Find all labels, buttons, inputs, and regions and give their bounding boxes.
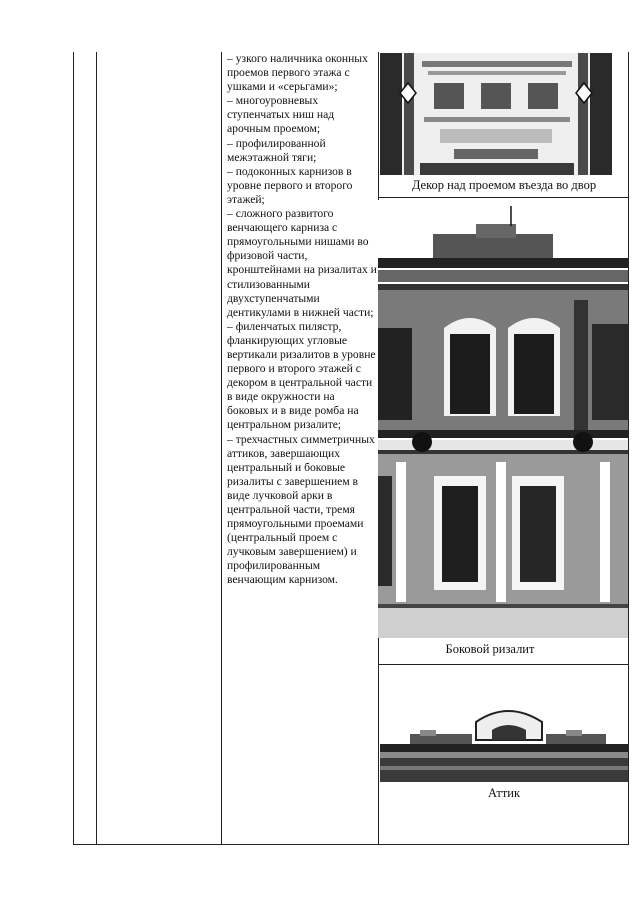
table-left-border	[73, 52, 74, 845]
table-right-border	[628, 52, 629, 845]
caption-side-risalit: Боковой ризалит	[445, 642, 535, 656]
photo-attic	[380, 700, 628, 782]
list-item: – трехчастных симметричных аттиков, завершающих центральный и боковые ризалиты с завершением в виде лучковой арки в центральной части, тремя прямоугольными проемами (центральный проем с лучковым завершением) и профилированным венчающим карнизом.	[227, 432, 375, 587]
table-col-divider-1	[96, 52, 97, 845]
list-item: – многоуровневых ступенчатых ниш над арочным проемом;	[227, 94, 335, 136]
list-item: – узкого наличника оконных проемов первого этажа с ушками и «серьгами»;	[227, 52, 368, 94]
list-item: – профилированной межэтажной тяги;	[227, 136, 326, 164]
table-bottom-border	[73, 844, 629, 845]
photo-side-risalit	[378, 200, 628, 638]
caption-gate-decor: Декор над проемом въезда во двор	[411, 178, 597, 192]
description-list	[227, 52, 377, 588]
list-item: – сложного развитого венчающего карниза с прямоугольными нишами во фризовой части, кронштейнами на ризалитах и стилизованными двухступенчатыми дентикулами в нижней части;	[227, 207, 377, 319]
photo-divider-1	[378, 197, 629, 198]
photo-gate-decor	[380, 53, 612, 175]
list-item: – подоконных карнизов в уровне первого и второго этажей;	[227, 164, 353, 206]
caption-attic: Аттик	[487, 786, 521, 800]
list-item: – филенчатых пилястр, фланкирующих угловые вертикали ризалитов в уровне первого и второго этажей с декором в центральной части в виде окружности на боковых и в виде ромба на центральном ризалите;	[227, 319, 376, 432]
table-col-divider-2	[221, 52, 222, 845]
photo-divider-2	[378, 664, 629, 665]
